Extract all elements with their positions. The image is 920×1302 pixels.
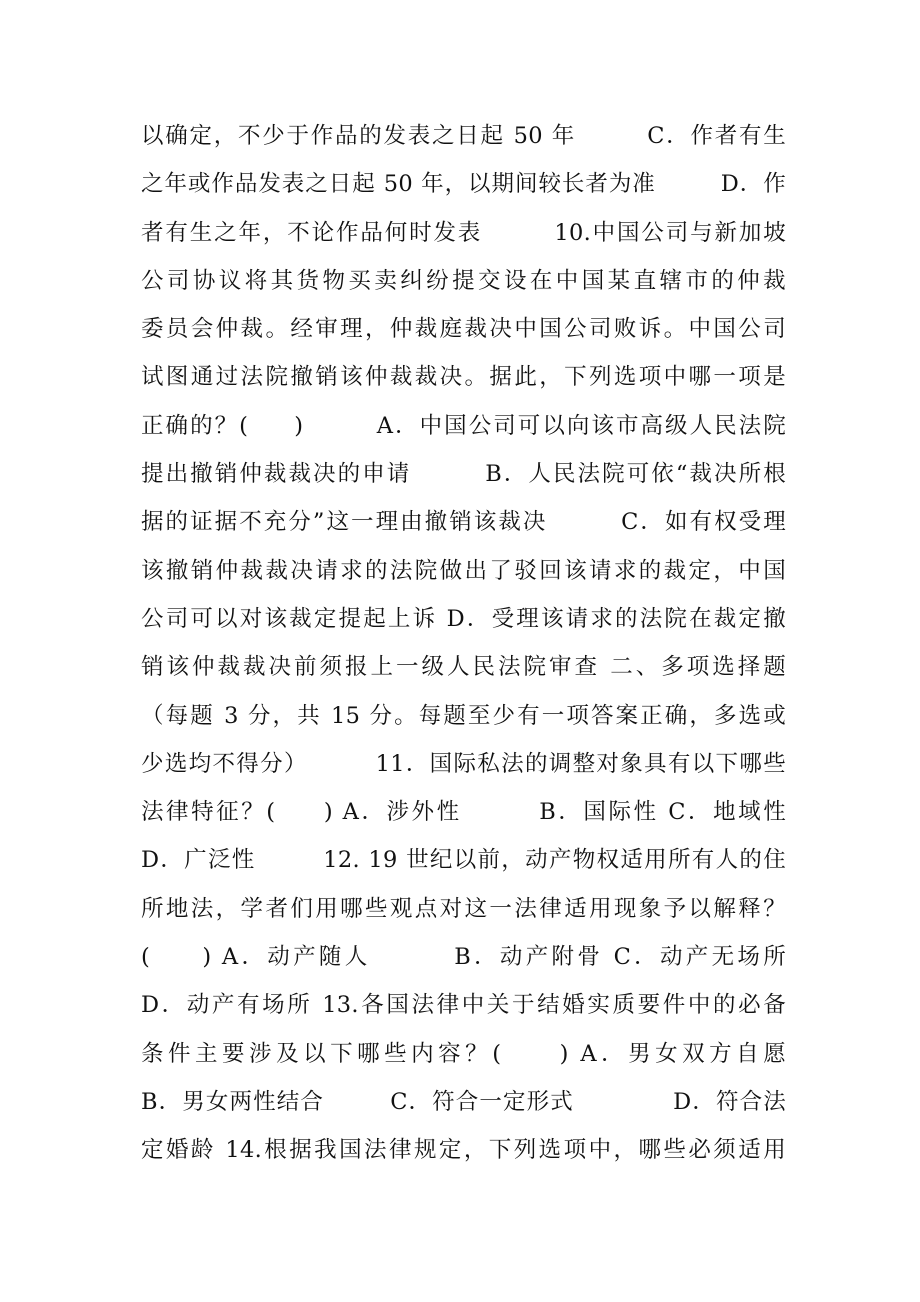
text-line: 提出撤销仲裁裁决的申请 B．人民法院可依“裁决所根 [141, 461, 786, 488]
text-line: 所地法，学者们用哪些观点对这一法律适用现象予以解释？ [141, 895, 786, 922]
text-line: 试图通过法院撤销该仲裁裁决。据此，下列选项中哪一项是 [141, 364, 786, 391]
text-line: 之年或作品发表之日起 50 年，以期间较长者为准 D．作 [141, 171, 786, 198]
text-line: 者有生之年，不论作品何时发表 10.中国公司与新加坡 [141, 219, 786, 246]
text-line: 以确定，不少于作品的发表之日起 50 年 C．作者有生 [141, 123, 786, 149]
text-line: 法律特征？( ) A．涉外性 B．国际性 C．地域性 [141, 799, 786, 826]
text-line: 该撤销仲裁裁决请求的法院做出了驳回该请求的裁定，中国 [141, 557, 786, 584]
text-line: （每题 3 分，共 15 分。每题至少有一项答案正确，多选或 [141, 702, 786, 729]
text-line: 正确的？( ) A．中国公司可以向该市高级人民法院 [141, 412, 786, 439]
text-line: 定婚龄 14.根据我国法律规定，下列选项中，哪些必须适用 [141, 1137, 786, 1164]
text-line: 公司协议将其货物买卖纠纷提交设在中国某直辖市的仲裁 [141, 267, 786, 294]
text-line: 少选均不得分） 11．国际私法的调整对象具有以下哪些 [141, 750, 786, 777]
text-line: 委员会仲裁。经审理，仲裁庭裁决中国公司败诉。中国公司 [141, 316, 786, 343]
text-line: B．男女两性结合 C．符合一定形式 D．符合法 [141, 1088, 786, 1115]
text-line: 据的证据不充分”这一理由撤销该裁决 C．如有权受理 [141, 509, 786, 536]
document-body [141, 112, 786, 1175]
text-line: 销该仲裁裁决前须报上一级人民法院审查 二、多项选择题 [141, 654, 786, 681]
text-line: 条件主要涉及以下哪些内容？( ) A．男女双方自愿 [141, 1040, 786, 1067]
text-line: 公司可以对该裁定提起上诉 D．受理该请求的法院在裁定撤 [141, 605, 786, 632]
text-line: D．广泛性 12. 19 世纪以前，动产物权适用所有人的住 [141, 847, 786, 874]
text-line: ( ) A．动产随人 B．动产附骨 C．动产无场所 [141, 944, 786, 971]
text-line: D．动产有场所 13.各国法律中关于结婚实质要件中的必备 [141, 992, 786, 1019]
